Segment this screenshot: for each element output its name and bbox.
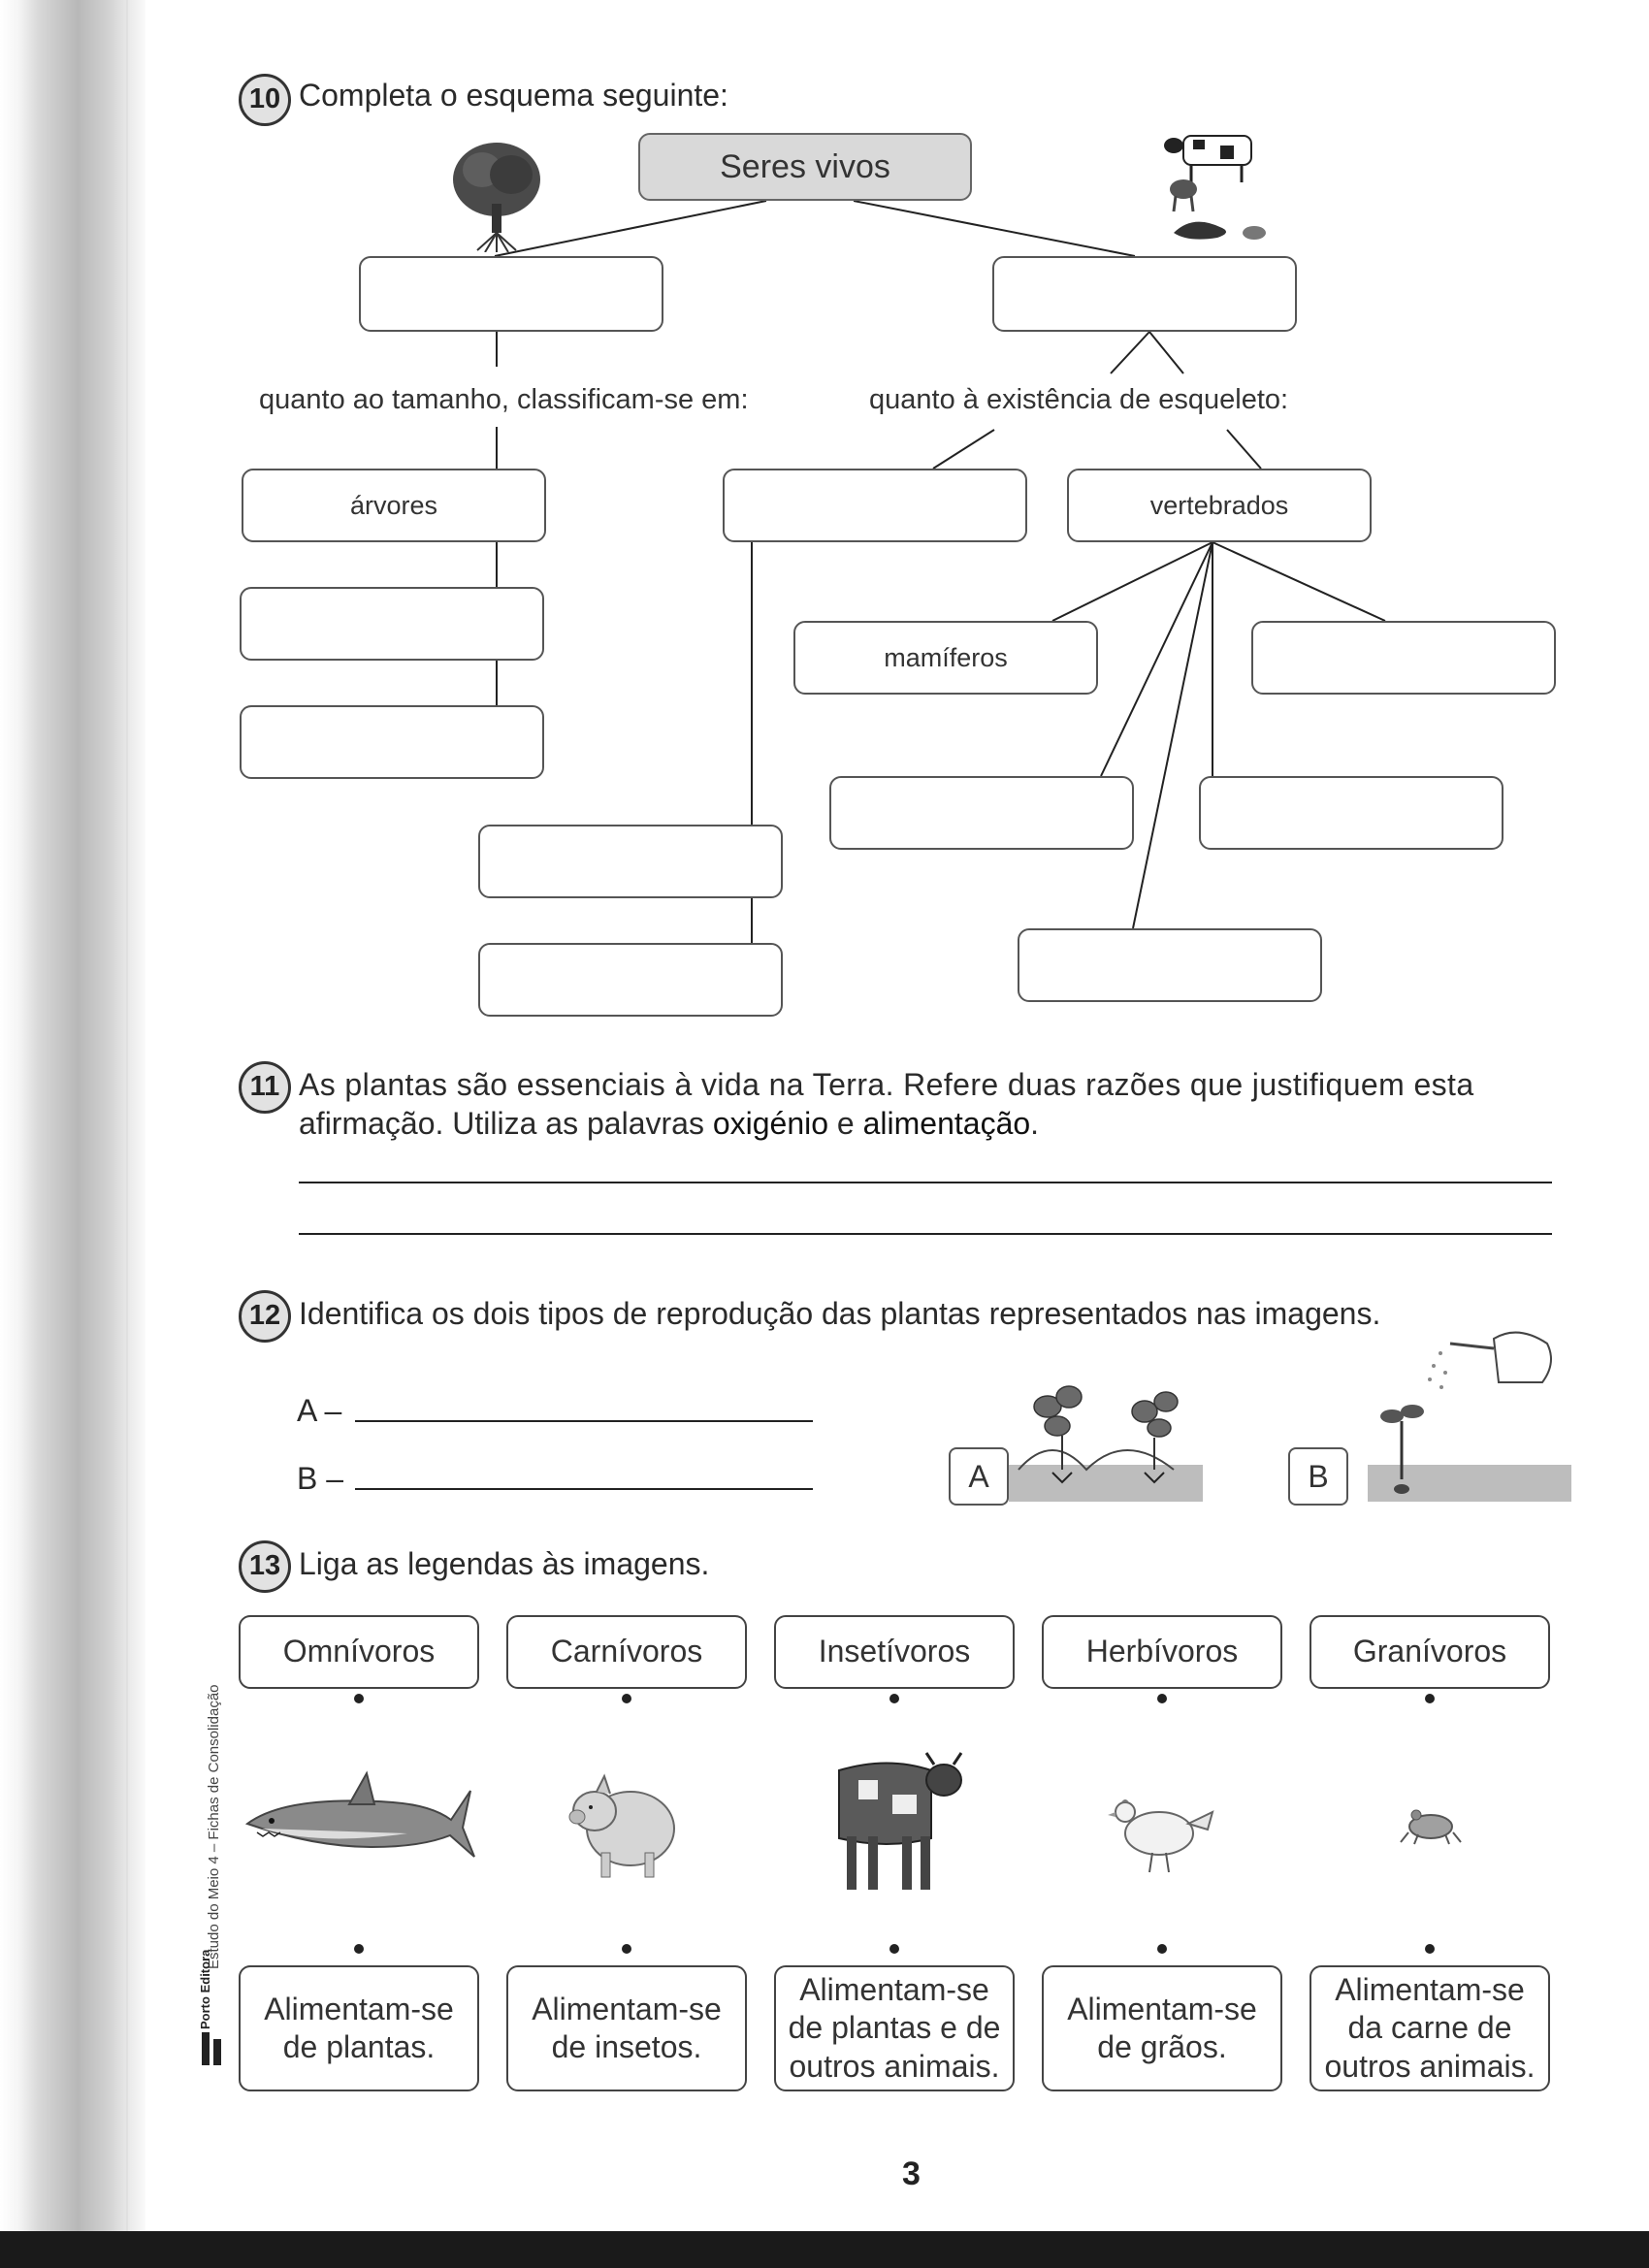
connect-dot[interactable] [622, 1944, 631, 1954]
answer-line-a[interactable] [355, 1420, 813, 1422]
question-13-prompt: Liga as legendas às imagens. [299, 1546, 710, 1581]
question-10-number: 10 [239, 74, 291, 126]
keyword-oxigenio: oxigénio [712, 1106, 829, 1141]
diagram-box-invertebrate-2[interactable] [478, 943, 783, 1017]
diagram-left-caption: quanto ao tamanho, classificam-se em: [259, 384, 749, 415]
legend-omnivoros: Omnívoros [239, 1615, 479, 1689]
diagram-box-mamiferos: mamíferos [793, 621, 1098, 695]
diagram-box-invertebrate-1[interactable] [478, 825, 783, 898]
publisher-logo-mark [202, 2032, 210, 2065]
caption-insetos: Alimentam-se de insetos. [506, 1965, 747, 2091]
answer-label-b: B – [297, 1461, 344, 1496]
connect-dot[interactable] [354, 1944, 364, 1954]
side-note: Estudo do Meio 4 – Fichas de Consolidação [206, 1684, 222, 1969]
diagram-box-vertebrados: vertebrados [1067, 469, 1372, 542]
frog-image [1397, 1799, 1465, 1848]
legend-insetivoros: Insetívoros [774, 1615, 1015, 1689]
publisher-logo-mark [213, 2039, 221, 2065]
question-13-number: 13 [239, 1540, 291, 1593]
legend-herbivoros: Herbívoros [1042, 1615, 1282, 1689]
diagram-box-plants[interactable] [359, 256, 663, 332]
connect-dot[interactable] [889, 1694, 899, 1703]
cow-image [820, 1741, 975, 1896]
legend-granivoros: Granívoros [1310, 1615, 1550, 1689]
diagram-box-vertebrate-class-3[interactable] [829, 776, 1134, 850]
caption-carne: Alimentam-se da carne de outros animais. [1310, 1965, 1550, 2091]
connect-dot[interactable] [1157, 1944, 1167, 1954]
image-a-label: A [949, 1447, 1009, 1506]
pig-image [567, 1761, 684, 1882]
question-11-line2: afirmação. Utiliza as palavras oxigénio e alimentação. [299, 1106, 1040, 1141]
page-bottom-edge [0, 2231, 1649, 2268]
animals-icon [1154, 126, 1280, 252]
question-10-prompt: Completa o esquema seguinte: [299, 78, 728, 113]
answer-label-a: A – [297, 1393, 342, 1428]
connect-dot[interactable] [622, 1694, 631, 1703]
connect-dot[interactable] [1425, 1944, 1435, 1954]
caption-graos: Alimentam-se de grãos. [1042, 1965, 1282, 2091]
answer-line-b[interactable] [355, 1488, 813, 1490]
strawberry-runners-image [999, 1368, 1203, 1504]
diagram-box-invertebrates[interactable] [723, 469, 1027, 542]
diagram-box-animals[interactable] [992, 256, 1297, 332]
diagram-right-caption: quanto à existência de esqueleto: [869, 384, 1289, 415]
diagram-root-box: Seres vivos [638, 133, 972, 201]
answer-line-2[interactable] [299, 1233, 1552, 1235]
question-11-line1: As plantas são essenciais à vida na Terra. Refere duas razões que justifiquem esta [299, 1067, 1474, 1102]
diagram-box-arvores: árvores [242, 469, 546, 542]
diagram-box-plant-size-2[interactable] [240, 587, 544, 661]
answer-line-1[interactable] [299, 1182, 1552, 1183]
hen-image [1106, 1785, 1222, 1877]
shark-image [242, 1770, 480, 1877]
publisher-logo-text: Porto Editora [198, 1949, 212, 2029]
keyword-alimentacao: alimentação [862, 1106, 1031, 1141]
caption-plantas: Alimentam-se de plantas. [239, 1965, 479, 2091]
connect-dot[interactable] [1157, 1694, 1167, 1703]
connect-dot[interactable] [889, 1944, 899, 1954]
connect-dot[interactable] [1425, 1694, 1435, 1703]
image-b-label: B [1288, 1447, 1348, 1506]
tree-icon [448, 136, 545, 252]
question-12-number: 12 [239, 1290, 291, 1343]
page-number: 3 [902, 2155, 921, 2192]
question-12-prompt: Identifica os dois tipos de reprodução das plantas representados nas imagens. [299, 1296, 1381, 1331]
legend-carnivoros: Carnívoros [506, 1615, 747, 1689]
caption-plantas-animais: Alimentam-se de plantas e de outros animais. [774, 1965, 1015, 2091]
diagram-box-vertebrate-class-5[interactable] [1018, 928, 1322, 1002]
question-11-number: 11 [239, 1061, 291, 1114]
watering-seed-image [1348, 1319, 1571, 1504]
diagram-box-vertebrate-class-4[interactable] [1199, 776, 1504, 850]
connect-dot[interactable] [354, 1694, 364, 1703]
diagram-box-plant-size-3[interactable] [240, 705, 544, 779]
diagram-box-vertebrate-class-2[interactable] [1251, 621, 1556, 695]
